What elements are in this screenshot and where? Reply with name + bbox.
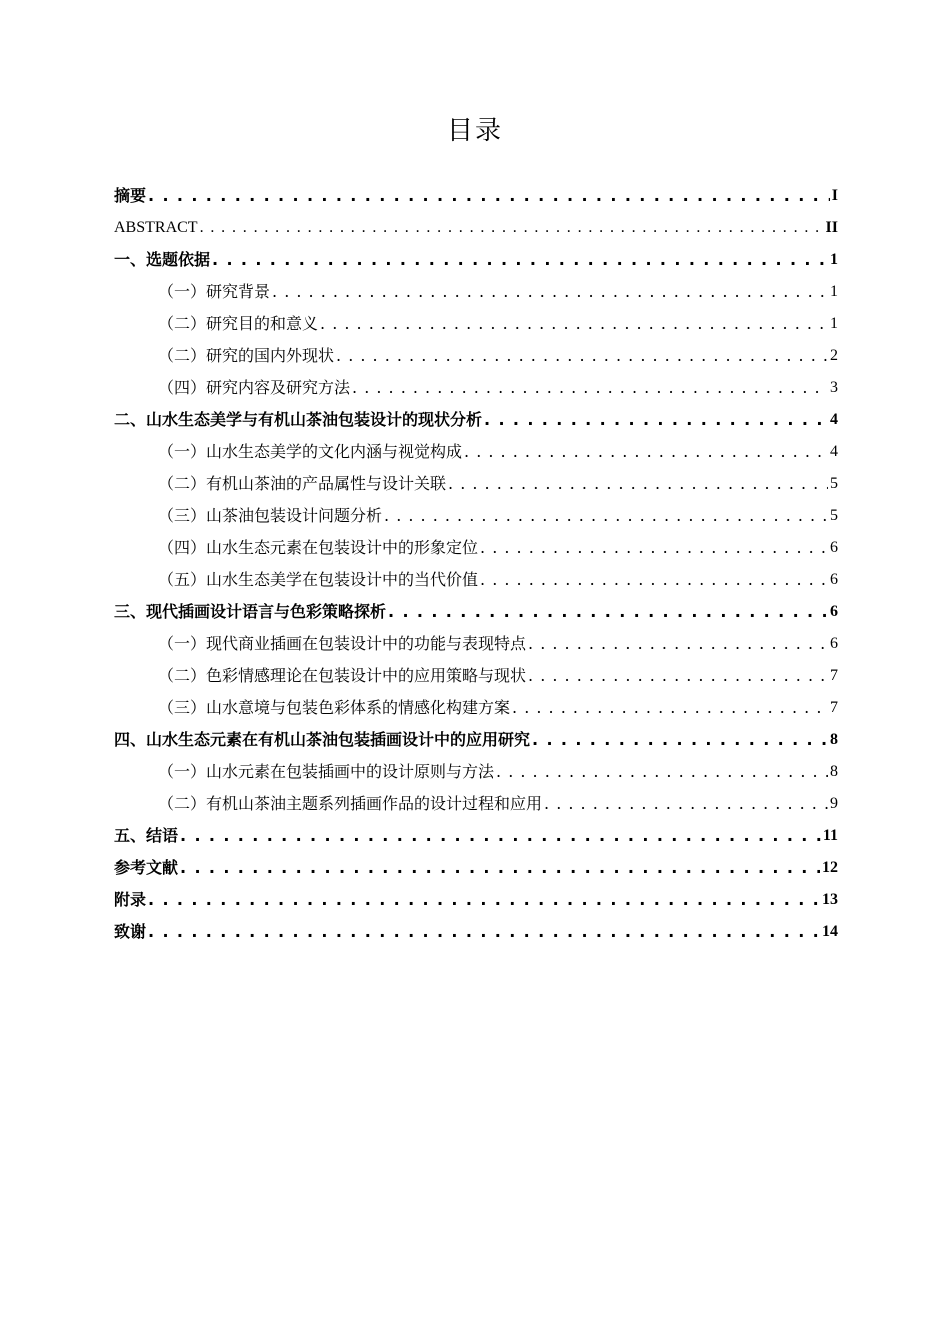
toc-entry-page-number: 4 (830, 443, 838, 460)
toc-dot-leader (180, 820, 821, 852)
toc-title: 目录 (446, 116, 503, 146)
toc-entry[interactable] (114, 532, 838, 564)
toc-entry-page-number: 6 (830, 539, 838, 556)
toc-entry-page-number: 8 (830, 731, 838, 748)
toc-entry-page-number: 1 (830, 283, 838, 300)
toc-dot-leader (484, 404, 828, 436)
toc-dot-leader (148, 916, 820, 948)
table-of-contents (114, 180, 838, 948)
toc-entry-page-number: 13 (822, 891, 838, 908)
toc-entry-page-number: 7 (830, 667, 838, 684)
toc-entry-label: （二）研究的国内外现状 (158, 346, 335, 365)
toc-entry[interactable] (114, 724, 838, 756)
toc-entry[interactable] (114, 372, 838, 404)
toc-entry-label: 参考文献 (114, 858, 179, 877)
toc-dot-leader (464, 436, 828, 468)
toc-entry-label: ABSTRACT (114, 219, 198, 236)
toc-entry-label: （一）山水元素在包装插画中的设计原则与方法 (158, 762, 495, 781)
toc-dot-leader (320, 308, 828, 340)
toc-entry-label: （二）有机山茶油主题系列插画作品的设计过程和应用 (158, 794, 543, 813)
toc-entry-label: （一）现代商业插画在包装设计中的功能与表现特点 (158, 634, 527, 653)
toc-dot-leader (336, 340, 828, 372)
toc-dot-leader (388, 596, 828, 628)
toc-entry[interactable] (114, 692, 838, 724)
toc-entry-label: 五、结语 (114, 826, 179, 845)
toc-entry[interactable] (114, 628, 838, 660)
toc-entry-page-number: 6 (830, 571, 838, 588)
toc-entry-page-number: 5 (830, 475, 838, 492)
toc-dot-leader (384, 500, 828, 532)
toc-entry[interactable] (114, 436, 838, 468)
toc-dot-leader (496, 756, 828, 788)
toc-entry-label: （三）山水意境与包装色彩体系的情感化构建方案 (158, 698, 511, 717)
toc-entry[interactable] (114, 596, 838, 628)
toc-entry-label: 摘要 (114, 186, 147, 205)
toc-entry-page-number: 5 (830, 507, 838, 524)
toc-entry-label: （四）山水生态元素在包装设计中的形象定位 (158, 538, 479, 557)
toc-entry-label: 致谢 (114, 922, 147, 941)
toc-entry-label: （二）色彩情感理论在包装设计中的应用策略与现状 (158, 666, 527, 685)
toc-entry[interactable] (114, 756, 838, 788)
toc-dot-leader (448, 468, 828, 500)
toc-dot-leader (480, 532, 828, 564)
toc-entry[interactable] (114, 244, 838, 276)
toc-entry-label: （一）研究背景 (158, 282, 271, 301)
toc-entry-label: （二）研究目的和意义 (158, 314, 319, 333)
toc-dot-leader (148, 180, 830, 212)
toc-entry[interactable] (114, 340, 838, 372)
toc-entry-page-number: 6 (830, 603, 838, 620)
toc-entry[interactable] (114, 276, 838, 308)
toc-entry[interactable] (114, 916, 838, 948)
toc-entry[interactable] (114, 180, 838, 212)
toc-entry[interactable] (114, 820, 838, 852)
toc-entry[interactable] (114, 212, 838, 244)
toc-entry-page-number: 1 (830, 315, 838, 332)
toc-entry-label: （三）山茶油包装设计问题分析 (158, 506, 383, 525)
toc-entry-label: 三、现代插画设计语言与色彩策略探析 (114, 602, 387, 621)
toc-entry[interactable] (114, 308, 838, 340)
toc-entry-label: 附录 (114, 890, 147, 909)
toc-entry-label: 四、山水生态元素在有机山茶油包装插画设计中的应用研究 (114, 730, 531, 749)
toc-dot-leader (200, 212, 824, 244)
toc-entry-page-number: 14 (822, 923, 838, 940)
toc-entry-label: （五）山水生态美学在包装设计中的当代价值 (158, 570, 479, 589)
toc-dot-leader (480, 564, 828, 596)
toc-dot-leader (272, 276, 828, 308)
toc-entry[interactable] (114, 788, 838, 820)
toc-dot-leader (212, 244, 828, 276)
toc-entry-page-number: 6 (830, 635, 838, 652)
toc-dot-leader (512, 692, 828, 724)
toc-entry-page-number: 4 (830, 411, 838, 428)
toc-entry-page-number: 7 (830, 699, 838, 716)
toc-entry-page-number: II (825, 219, 838, 236)
toc-entry-label: 一、选题依据 (114, 250, 211, 269)
toc-entry-page-number: 11 (822, 827, 838, 844)
toc-entry[interactable] (114, 404, 838, 436)
toc-entry-page-number: 2 (830, 347, 838, 364)
toc-dot-leader (148, 884, 820, 916)
toc-entry-label: （一）山水生态美学的文化内涵与视觉构成 (158, 442, 463, 461)
toc-entry[interactable] (114, 852, 838, 884)
toc-entry-page-number: 3 (830, 379, 838, 396)
toc-entry-label: （二）有机山茶油的产品属性与设计关联 (158, 474, 447, 493)
toc-entry-page-number: 8 (830, 763, 838, 780)
toc-dot-leader (528, 628, 828, 660)
toc-dot-leader (352, 372, 828, 404)
toc-dot-leader (544, 788, 828, 820)
toc-entry-page-number: 9 (830, 795, 838, 812)
toc-entry[interactable] (114, 564, 838, 596)
toc-entry[interactable] (114, 500, 838, 532)
toc-entry-page-number: 12 (822, 859, 838, 876)
toc-entry-label: （四）研究内容及研究方法 (158, 378, 351, 397)
toc-entry-label: 二、山水生态美学与有机山茶油包装设计的现状分析 (114, 410, 483, 429)
toc-dot-leader (532, 724, 828, 756)
toc-dot-leader (528, 660, 828, 692)
toc-entry-page-number: 1 (830, 251, 838, 268)
toc-entry[interactable] (114, 884, 838, 916)
toc-entry[interactable] (114, 660, 838, 692)
toc-entry[interactable] (114, 468, 838, 500)
toc-dot-leader (180, 852, 820, 884)
toc-entry-page-number: I (831, 187, 838, 204)
